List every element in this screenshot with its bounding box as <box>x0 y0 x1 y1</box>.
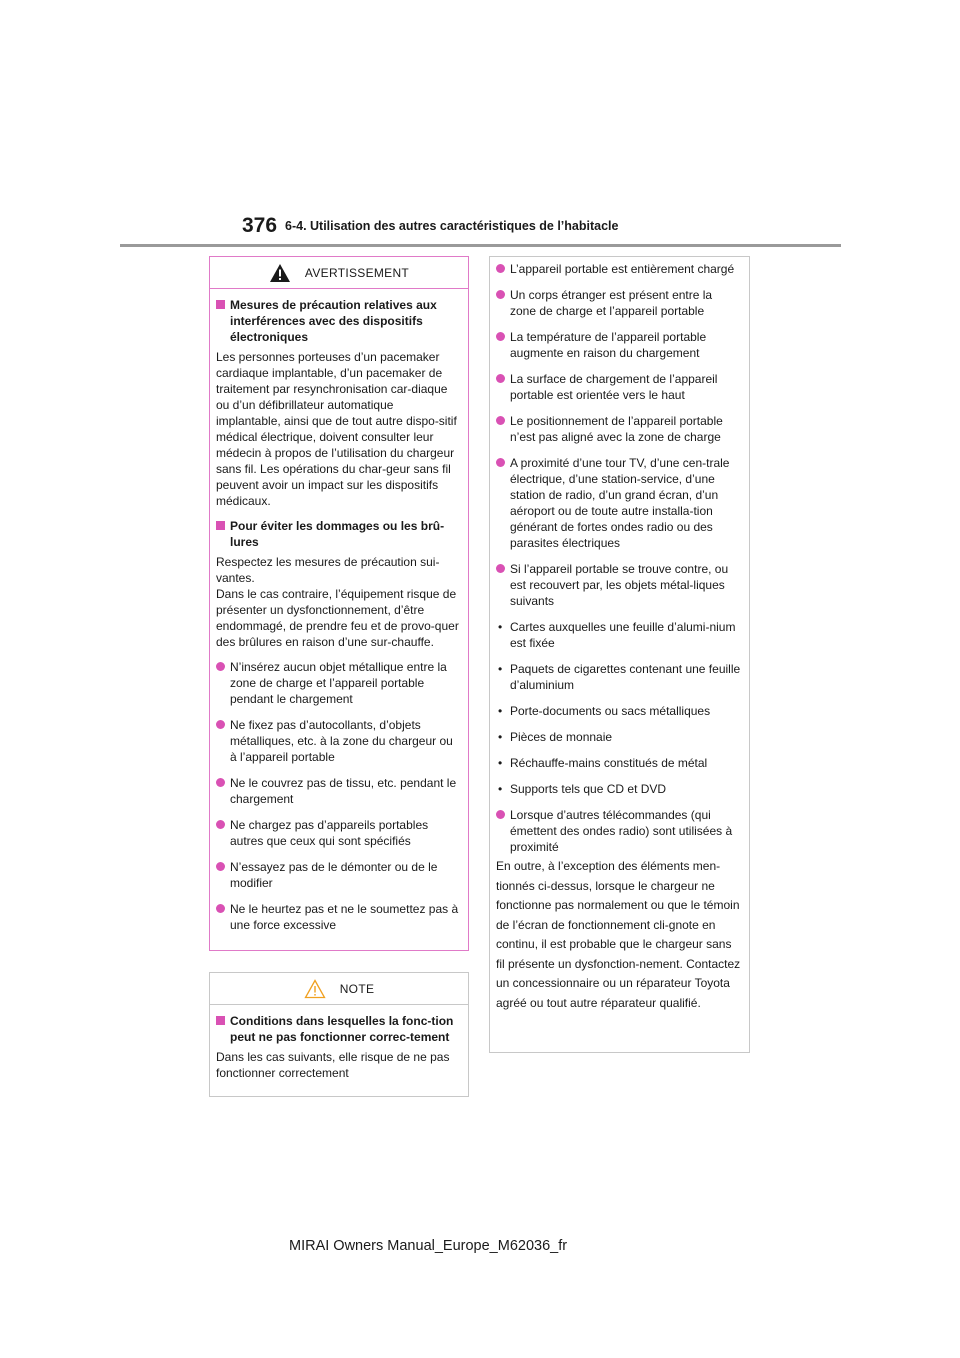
condition-bullet <box>496 329 741 361</box>
bullet-text: A proximité d’une tour TV, d’une cen-trale électrique, d’une station-service, d’une station de radio, d’un grand écran, d’un aéroport ou de toute autre installa-tion générant de fortes ondes radio ou des parasites électriques <box>510 456 730 550</box>
sub-bullet-marker: • <box>498 662 503 676</box>
square-bullet-icon <box>216 300 225 309</box>
sub-bullet-marker: • <box>498 730 503 744</box>
condition-bullet <box>496 261 741 277</box>
sub-item-text: Supports tels que CD et DVD <box>510 782 667 796</box>
bullet-text: La surface de chargement de l’appareil portable est orientée vers le haut <box>510 372 718 402</box>
metal-object-item <box>496 781 741 797</box>
page-number: 376 <box>242 214 278 237</box>
sub-bullet-marker: • <box>498 704 503 718</box>
condition-bullet <box>496 371 741 403</box>
metal-object-item <box>496 755 741 771</box>
warning-bullet <box>216 817 460 849</box>
bullet-text: Ne fixez pas d’autocollants, d’objets métalliques, etc. à la zone du chargeur ou à l’appareil portable <box>230 718 453 764</box>
note-continuation-box <box>489 256 750 1053</box>
header-divider <box>120 244 841 247</box>
circle-bullet-icon <box>496 264 505 273</box>
metal-object-item <box>496 661 741 693</box>
circle-bullet-icon <box>496 290 505 299</box>
warning-heading-text: Mesures de précaution relatives aux interférences avec des dispositifs électroniques <box>230 298 437 344</box>
caution-outline-icon <box>304 979 326 999</box>
sub-bullet-marker: • <box>498 756 503 770</box>
sub-bullet-marker: • <box>498 620 503 634</box>
warning-bullet <box>216 775 460 807</box>
metal-object-item <box>496 619 741 651</box>
bullet-text: L’appareil portable est entièrement chargé <box>510 262 735 276</box>
section-title: 6-4. Utilisation des autres caractéristiques de l’habitacle <box>285 219 619 233</box>
warning-paragraph: Respectez les mesures de précaution sui-vantes. <box>216 555 440 585</box>
square-bullet-icon <box>216 1016 225 1025</box>
warning-content <box>210 289 468 933</box>
note-continuation-content <box>490 257 749 1013</box>
circle-bullet-icon <box>216 720 225 729</box>
warning-heading <box>216 518 460 550</box>
circle-bullet-icon <box>216 778 225 787</box>
warning-bullet <box>216 717 460 765</box>
warning-title: AVERTISSEMENT <box>304 265 410 280</box>
circle-bullet-icon <box>496 374 505 383</box>
warning-paragraph: Dans le cas contraire, l’équipement risque de présenter un dysfonctionnement, d’être endommagé, de prendre feu et de provo-quer des brûlures en raison d’une sur-chauffe. <box>216 587 459 649</box>
condition-bullet <box>496 455 741 551</box>
sub-item-text: Cartes auxquelles une feuille d’alumi-nium est fixée <box>510 620 736 650</box>
warning-bullet <box>216 659 460 707</box>
circle-bullet-icon <box>496 458 505 467</box>
bullet-text: Si l’appareil portable se trouve contre, ou est recouvert par, les objets métal-liques suivants <box>510 562 729 608</box>
warning-bullet <box>216 901 460 933</box>
sub-item-text: Pièces de monnaie <box>510 730 613 744</box>
bullet-text: Ne chargez pas d’appareils portables autres que ceux qui sont spécifiés <box>230 818 429 848</box>
note-title: NOTE <box>339 981 375 996</box>
circle-bullet-icon <box>496 416 505 425</box>
circle-bullet-icon <box>496 564 505 573</box>
condition-bullet <box>496 287 741 319</box>
warning-triangle-icon <box>269 263 291 283</box>
sub-item-text: Paquets de cigarettes contenant une feuille d’aluminium <box>510 662 741 692</box>
circle-bullet-icon <box>216 862 225 871</box>
metal-object-item <box>496 729 741 745</box>
note-content <box>210 1005 468 1081</box>
condition-bullet <box>496 561 741 609</box>
circle-bullet-icon <box>496 810 505 819</box>
condition-bullet <box>496 413 741 445</box>
metal-object-item <box>496 703 741 719</box>
note-heading <box>216 1013 460 1045</box>
bullet-text: La température de l’appareil portable augmente en raison du chargement <box>510 330 707 360</box>
bullet-text: Un corps étranger est présent entre la zone de charge et l’appareil portable <box>510 288 713 318</box>
bullet-text: Le positionnement de l’appareil portable n’est pas aligné avec la zone de charge <box>510 414 723 444</box>
bullet-text: N’essayez pas de le démonter ou de le modifier <box>230 860 438 890</box>
condition-bullet <box>496 807 741 855</box>
warning-box <box>209 256 469 951</box>
note-heading-text: Conditions dans lesquelles la fonc-tion peut ne pas fonctionner correc-tement <box>230 1014 454 1044</box>
note-paragraph: Dans les cas suivants, elle risque de ne pas fonctionner correctement <box>216 1050 450 1080</box>
footer-manual-id: MIRAI Owners Manual_Europe_M62036_fr <box>289 1238 568 1254</box>
warning-heading-text: Pour éviter les dommages ou les brû-lures <box>230 519 445 549</box>
bullet-text: Ne le couvrez pas de tissu, etc. pendant le chargement <box>230 776 457 806</box>
bullet-text: N’insérez aucun objet métallique entre la zone de charge et l’appareil portable pendant le chargement <box>230 660 447 706</box>
sub-item-text: Porte-documents ou sacs métalliques <box>510 704 711 718</box>
warning-heading <box>216 297 460 345</box>
note-box <box>209 972 469 1097</box>
bullet-text: Ne le heurtez pas et ne le soumettez pas à une force excessive <box>230 902 459 932</box>
circle-bullet-icon <box>216 904 225 913</box>
circle-bullet-icon <box>496 332 505 341</box>
warning-header <box>210 257 468 289</box>
closing-paragraph: En outre, à l’exception des éléments men-tionnés ci-dessus, lorsque le chargeur ne fonctionne pas normalement ou que le témoin de l’écran de fonctionnement cli-gnote en continu, il est probable que le chargeur sans fil présente un dysfonction-nement. Contactez un concessionnaire ou un réparateur Toyota agréé ou tout autre réparateur qualifié. <box>496 859 741 1010</box>
sub-bullet-marker: • <box>498 782 503 796</box>
bullet-text: Lorsque d’autres télécommandes (qui émettent des ondes radio) sont utilisées à proximité <box>510 808 733 854</box>
circle-bullet-icon <box>216 662 225 671</box>
note-header <box>210 973 468 1005</box>
sub-item-text: Réchauffe-mains constitués de métal <box>510 756 708 770</box>
warning-paragraph: Les personnes porteuses d’un pacemaker cardiaque implantable, d’un pacemaker de traitement par resynchronisation car-diaque ou d’un défibrillateur automatique implantable, ainsi que de tout autre dispo-sitif médical électrique, doivent consulter leur médecin à propos de l’utilisation du chargeur sans fil. Les opérations du char-geur sans fil peuvent avoir un impact sur les dispositifs médicaux. <box>216 350 457 508</box>
circle-bullet-icon <box>216 820 225 829</box>
warning-bullet <box>216 859 460 891</box>
square-bullet-icon <box>216 521 225 530</box>
